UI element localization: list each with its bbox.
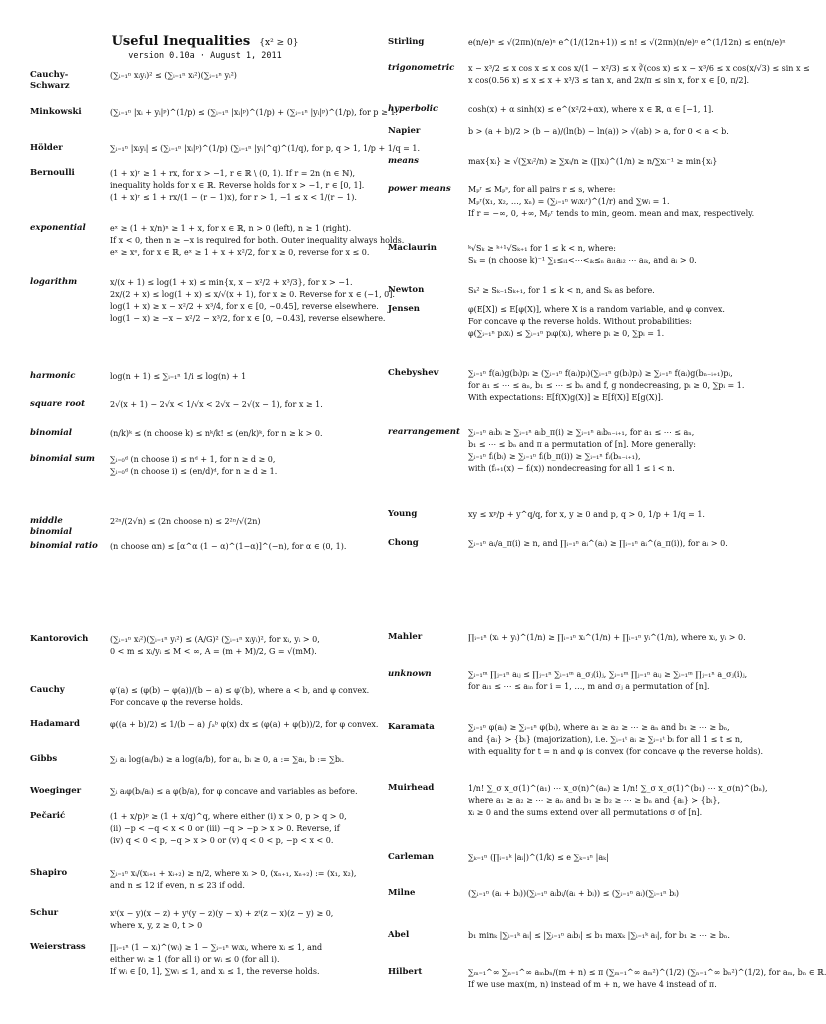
formula-line: ∑ᵢ aᵢφ(bᵢ/aᵢ) ≤ a φ(b/a), for φ concave and variables as before. [110, 787, 358, 796]
inequality-formula [468, 722, 764, 758]
inequality-name: Shapiro [30, 868, 68, 878]
inequality-formula [468, 783, 768, 819]
inequality-formula [468, 37, 786, 49]
inequality-name: Cauchy [30, 685, 65, 695]
formula-line: xy ≤ xᵖ/p + y^q/q, for x, y ≥ 0 and p, q > 0, 1/p + 1/q = 1. [468, 510, 705, 519]
inequality-formula [468, 669, 748, 693]
inequality-name: binomial ratio [30, 541, 98, 551]
formula-line: ∑ₘ₌₁^∞ ∑ₙ₌₁^∞ aₘbₙ/(m + n) ≤ π (∑ₘ₌₁^∞ aₘ²)^(1/2) (∑ₙ₌₁^∞ bₙ²)^(1/2), for aₘ, bₙ ∈ ℝ. [468, 968, 826, 977]
inequality-name: hyperbolic [388, 104, 439, 114]
inequality-name: Hölder [30, 143, 63, 153]
formula-line: x/(x + 1) ≤ log(1 + x) ≤ min{x, x − x²/2 + x³/3}, for x > −1. [110, 278, 353, 287]
formula-line: where a₁ ≥ a₂ ≥ ⋯ ≥ aₙ and b₁ ≥ b₂ ≥ ⋯ ≥ bₙ and {aᵢ} ≻ {bᵢ}, [468, 796, 721, 805]
formula-line: b > (a + b)/2 > (b − a)/(ln(b) − ln(a)) > √(ab) > a, for 0 < a < b. [468, 127, 729, 136]
formula-line: ∑ᵢ aᵢ log(aᵢ/bᵢ) ≥ a log(a/b), for aᵢ, bᵢ ≥ 0, a := ∑aᵢ, b := ∑bᵢ. [110, 755, 345, 764]
inequality-name: Kantorovich [30, 634, 89, 644]
formula-line: log(1 + x) ≥ x − x²/2 + x³/4, for x ∈ [0, ∼0.45], reverse elsewhere. [110, 302, 379, 311]
inequality-name: Hadamard [30, 719, 80, 729]
formula-line: 2x/(2 + x) ≤ log(1 + x) ≤ x/√(x + 1), for x ≥ 0. Reverse for x ∈ (−1, 0]. [110, 290, 395, 299]
inequality-formula [110, 454, 380, 478]
formula-line: xᵗ(x − y)(x − z) + yᵗ(y − z)(y − x) + zᵗ(z − x)(z − y) ≥ 0, [110, 909, 334, 918]
formula-line: with equality for t = n and φ is convex (for concave φ the reverse holds). [468, 747, 764, 756]
inequality-name: exponential [30, 223, 86, 233]
inequality-formula [110, 541, 380, 553]
inequality-name: Stirling [388, 37, 425, 47]
inequality-formula [468, 63, 810, 87]
formula-line: ∑ₖ₌₁ⁿ (∏ᵢ₌₁ᵏ |aᵢ|)^(1/k) ≤ e ∑ₖ₌₁ⁿ |aₖ| [468, 853, 609, 862]
inequality-name: Milne [388, 888, 416, 898]
formula-line: b₁ ≤ ⋯ ≤ bₙ and π a permutation of [n]. More generally: [468, 440, 696, 449]
inequality-formula [468, 304, 738, 340]
inequality-formula [110, 428, 380, 440]
formula-line: ∑ᵢ₌₁ⁿ aᵢ/a_π(i) ≥ n, and ∏ᵢ₌₁ⁿ aᵢ^(aᵢ) ≥ ∏ᵢ₌₁ⁿ aᵢ^(a_π(i)), for aᵢ > 0. [468, 539, 728, 548]
inequality-formula [110, 719, 380, 731]
formula-line: e(n/e)ⁿ ≤ √(2πn)(n/e)ⁿ e^(1/(12n+1)) ≤ n! ≤ √(2πn)(n/e)ⁿ e^(1/12n) ≤ en(n/e)ⁿ [468, 38, 786, 47]
inequality-name: logarithm [30, 277, 78, 287]
formula-line: log(n + 1) ≤ ∑ᵢ₌₁ⁿ 1/i ≤ log(n) + 1 [110, 372, 247, 381]
formula-line: where x, y, z ≥ 0, t > 0 [110, 921, 203, 930]
formula-line: eˣ ≥ (1 + x/n)ⁿ ≥ 1 + x, for x ∈ ℝ, n > 0 (left), n ≥ 1 (right). [110, 224, 352, 233]
formula-line: (1 + x)ʳ ≥ 1 + rx, for x > −1, r ∈ ℝ \ (0, 1). If r = 2n (n ∈ ℕ), [110, 169, 355, 178]
formula-line: ∑ᵢ₌₀ᵈ (n choose i) ≤ nᵈ + 1, for n ≥ d ≥ 0, [110, 455, 276, 464]
inequality-formula [468, 632, 746, 644]
formula-line: for aᵢ₁ ≤ ⋯ ≤ aᵢₙ for i = 1, …, m and σⱼ a permutation of [n]. [468, 682, 710, 691]
inequality-formula [110, 168, 380, 204]
inequality-formula [110, 868, 380, 892]
formula-line: ∑ᵢ₌₁ⁿ |xᵢyᵢ| ≤ (∑ᵢ₌₁ⁿ |xᵢ|ᵖ)^(1/p) (∑ᵢ₌₁ⁿ |yᵢ|^q)^(1/q), for p, q > 1, 1/p + 1/q = 1. [110, 144, 421, 153]
inequality-name: binomial [30, 428, 72, 438]
inequality-formula [110, 786, 380, 798]
formula-line: ∑ᵢ₌₀ᵈ (n choose i) ≤ (en/d)ᵈ, for n ≥ d ≥ 1. [110, 467, 278, 476]
inequality-formula [468, 930, 738, 942]
page-title [30, 30, 380, 49]
formula-line: and n ≤ 12 if even, n ≤ 23 if odd. [110, 881, 245, 890]
formula-line: ∏ᵢ₌₁ⁿ (1 − xᵢ)^(wᵢ) ≥ 1 − ∑ᵢ₌₁ⁿ wᵢxᵢ, where xᵢ ≤ 1, and [110, 943, 323, 952]
formula-line: x − x³/2 ≤ x cos x ≤ x cos x/(1 − x²/3) ≤ x ∛(cos x) ≤ x − x³/6 ≤ x cos(x/√3) ≤ sin x ≤ [468, 64, 810, 73]
formula-line: x cos(0.56 x) ≤ x ≤ x + x³/3 ≤ tan x, and 2x/π ≤ sin x, for x ∈ [0, π/2]. [468, 76, 750, 85]
inequality-formula [468, 888, 738, 900]
formula-line: (∑ᵢ₌₁ⁿ xᵢyᵢ)² ≤ (∑ᵢ₌₁ⁿ xᵢ²)(∑ᵢ₌₁ⁿ yᵢ²) [110, 71, 237, 80]
inequality-formula [110, 143, 421, 155]
formula-line: log(1 − x) ≥ −x − x²/2 − x³/2, for x ∈ [0, ∼0.43], reverse elsewhere. [110, 314, 386, 323]
formula-line: eˣ ≥ xᵉ, for x ∈ ℝ, eˣ ≥ 1 + x + x²/2, for x ≥ 0, reverse for x ≤ 0. [110, 248, 370, 257]
formula-line: If we use max(m, n) instead of m + n, we have 4 instead of π. [468, 980, 717, 989]
formula-line: If x < 0, then n ≥ −x is required for both. Outer inequality always holds. [110, 236, 405, 245]
formula-line: 0 < m ≤ xᵢ/yᵢ ≤ M < ∞, A = (m + M)/2, G = √(mM). [110, 647, 317, 656]
inequality-formula [110, 754, 380, 766]
inequality-name: Minkowski [30, 107, 82, 117]
formula-line: φ(E[X]) ≤ E[φ(X)], where X is a random variable, and φ convex. [468, 305, 725, 314]
formula-line: ∑ᵢ₌₁ⁿ f(aᵢ)g(bᵢ)pᵢ ≥ (∑ᵢ₌₁ⁿ f(aᵢ)pᵢ)(∑ᵢ₌₁ⁿ g(bᵢ)pᵢ) ≥ ∑ᵢ₌₁ⁿ f(aᵢ)g(bₙ₋ᵢ₊₁)pᵢ, [468, 369, 733, 378]
inequality-name: middle binomial [30, 516, 72, 537]
formula-line: φ(∑ᵢ₌₁ⁿ pᵢxᵢ) ≤ ∑ᵢ₌₁ⁿ pᵢφ(xᵢ), where pᵢ ≥ 0, ∑pᵢ = 1. [468, 329, 665, 338]
formula-line: for a₁ ≤ ⋯ ≤ aₙ, b₁ ≤ ⋯ ≤ bₙ and f, g nondecreasing, pᵢ ≥ 0, ∑pᵢ = 1. [468, 381, 745, 390]
inequality-formula [468, 156, 738, 168]
inequality-name: trigonometric [388, 63, 455, 73]
formula-line: b₁ minₖ |∑ᵢ₌₁ᵏ aᵢ| ≤ |∑ᵢ₌₁ⁿ aᵢbᵢ| ≤ b₁ maxₖ |∑ᵢ₌₁ᵏ aᵢ|, for b₁ ≥ ⋯ ≥ bₙ. [468, 931, 730, 940]
inequality-formula [110, 908, 380, 932]
formula-line: ∑ᵢ₌₁ᵐ ∏ⱼ₌₁ⁿ aᵢⱼ ≤ ∏ⱼ₌₁ⁿ ∑ᵢ₌₁ᵐ a_σⱼ(i)ⱼ, ∑ᵢ₌₁ᵐ ∏ⱼ₌₁ⁿ aᵢⱼ ≥ ∑ᵢ₌₁ᵐ ∏ⱼ₌₁ⁿ a_σⱼ(i)ⱼ, [468, 670, 748, 679]
inequality-formula [110, 107, 398, 119]
title-text: Useful Inequalities [111, 34, 251, 49]
formula-line: either wᵢ ≥ 1 (for all i) or wᵢ ≤ 0 (for all i). [110, 955, 280, 964]
version-line: version 0.10a · August 1, 2011 [128, 51, 282, 61]
inequality-formula [468, 126, 738, 138]
inequality-name: harmonic [30, 371, 76, 381]
inequality-formula [468, 104, 738, 116]
formula-line: ∑ᵢ₌₁ⁿ aᵢbᵢ ≥ ∑ᵢ₌₁ⁿ aᵢb_π(i) ≥ ∑ᵢ₌₁ⁿ aᵢbₙ₋ᵢ₊₁, for a₁ ≤ ⋯ ≤ aₙ, [468, 428, 695, 437]
inequality-formula [468, 427, 738, 475]
formula-line: cosh(x) + α sinh(x) ≤ e^(x²/2+αx), where x ∈ ℝ, α ∈ [−1, 1]. [468, 105, 714, 114]
formula-line: ∏ᵢ₌₁ⁿ (xᵢ + yᵢ)^(1/n) ≥ ∏ᵢ₌₁ⁿ xᵢ^(1/n) + ∏ᵢ₌₁ⁿ yᵢ^(1/n), where xᵢ, yᵢ > 0. [468, 633, 746, 642]
inequality-formula [468, 243, 738, 267]
inequality-name: Young [388, 509, 418, 519]
formula-line: ∑ᵢ₌₁ⁿ fᵢ(bᵢ) ≥ ∑ᵢ₌₁ⁿ fᵢ(b_π(i)) ≥ ∑ᵢ₌₁ⁿ fᵢ(bₙ₋ᵢ₊₁), [468, 452, 641, 461]
inequality-formula [468, 184, 755, 220]
formula-line: ∑ᵢ₌₁ⁿ φ(aᵢ) ≥ ∑ᵢ₌₁ⁿ φ(bᵢ), where a₁ ≥ a₂ ≥ ⋯ ≥ aₙ and b₁ ≥ ⋯ ≥ bₙ, [468, 723, 730, 732]
inequality-formula [468, 538, 738, 550]
inequality-name: means [388, 156, 419, 166]
inequality-formula [468, 967, 826, 991]
formula-line: xᵢ ≥ 0 and the sums extend over all permutations σ of [n]. [468, 808, 703, 817]
inequality-name: Newton [388, 285, 425, 295]
inequality-name: Abel [388, 930, 410, 940]
formula-line: φ′(a) ≤ (φ(b) − φ(a))/(b − a) ≤ φ′(b), where a < b, and φ convex. [110, 686, 370, 695]
inequality-formula [110, 70, 380, 82]
inequality-name: square root [30, 399, 86, 409]
formula-line: Mₚʳ ≤ Mₚˢ, for all pairs r ≤ s, where: [468, 185, 616, 194]
inequality-name: Chong [388, 538, 419, 548]
inequality-name: Mahler [388, 632, 423, 642]
inequality-formula [110, 685, 380, 709]
formula-line: (n choose αn) ≤ [α^α (1 − α)^(1−α)]^(−n), for α ∈ (0, 1). [110, 542, 347, 551]
inequality-name: Hilbert [388, 967, 423, 977]
inequality-name: binomial sum [30, 454, 95, 464]
inequality-name: Maclaurin [388, 243, 437, 253]
inequality-formula [110, 516, 380, 528]
inequality-name: power means [388, 184, 451, 194]
inequality-formula [110, 634, 380, 658]
formula-line: With expectations: E[f(X)g(X)] ≥ E[f(X)] E[g(X)]. [468, 393, 664, 402]
formula-line: (∑ᵢ₌₁ⁿ (aᵢ + bᵢ))(∑ᵢ₌₁ⁿ aᵢbᵢ/(aᵢ + bᵢ)) ≤ (∑ᵢ₌₁ⁿ aᵢ)(∑ᵢ₌₁ⁿ bᵢ) [468, 889, 679, 898]
formula-line: For concave φ the reverse holds. Without probabilities: [468, 317, 692, 326]
inequality-name: Karamata [388, 722, 435, 732]
formula-line: max{xᵢ} ≥ √(∑xᵢ²/n) ≥ ∑xᵢ/n ≥ (∏xᵢ)^(1/n) ≥ n/∑xᵢ⁻¹ ≥ min{xᵢ} [468, 157, 718, 166]
formula-line: with (fᵢ₊₁(x) − fᵢ(x)) nondecreasing for all 1 ≤ i < n. [468, 464, 675, 473]
formula-line: inequality holds for x ∈ ℝ. Reverse holds for x > −1, r ∈ [0, 1]. [110, 181, 365, 190]
formula-line: Sₖ² ≥ Sₖ₋₁Sₖ₊₁, for 1 ≤ k < n, and Sₖ as before. [468, 286, 655, 295]
inequality-name: Jensen [388, 304, 420, 314]
formula-line: (1 + x)ʳ ≤ 1 + rx/(1 − (r − 1)x), for r > 1, −1 ≤ x < 1/(r − 1). [110, 193, 357, 202]
formula-line: Sₖ = (n choose k)⁻¹ ∑₁≤ᵢ₁<⋯<ᵢₖ≤ₙ aᵢ₁aᵢ₂ ⋯ aᵢₖ, and aᵢ > 0. [468, 256, 697, 265]
formula-line: ᵏ√Sₖ ≥ ᵏ⁺¹√Sₖ₊₁ for 1 ≤ k < n, where: [468, 244, 616, 253]
inequality-name: Napier [388, 126, 421, 136]
formula-line: (n/k)ᵏ ≤ (n choose k) ≤ nᵏ/k! ≤ (en/k)ᵏ, for n ≥ k > 0. [110, 429, 323, 438]
inequality-formula [110, 223, 405, 259]
inequality-name: Weierstrass [30, 942, 86, 952]
formula-line: 1/n! ∑_σ x_σ(1)^(a₁) ⋯ x_σ(n)^(aₙ) ≥ 1/n! ∑_σ x_σ(1)^(b₁) ⋯ x_σ(n)^(bₙ), [468, 784, 768, 793]
inequality-name: Woeginger [30, 786, 82, 796]
subtitle-text: {x² ≥ 0} [259, 38, 299, 48]
formula-line: φ((a + b)/2) ≤ 1/(b − a) ∫ₐᵇ φ(x) dx ≤ (φ(a) + φ(b))/2, for φ convex. [110, 720, 379, 729]
formula-line: 2√(x + 1) − 2√x < 1/√x < 2√x − 2√(x − 1), for x ≥ 1. [110, 400, 323, 409]
formula-line: (ii) −p < −q < x < 0 or (iii) −q > −p > x > 0. Reverse, if [110, 824, 340, 833]
inequality-name: Bernoulli [30, 168, 75, 178]
inequality-name: Cauchy-Schwarz [30, 70, 70, 91]
formula-line: (∑ᵢ₌₁ⁿ xᵢ²)(∑ᵢ₌₁ⁿ yᵢ²) ≤ (A/G)² (∑ᵢ₌₁ⁿ xᵢyᵢ)², for xᵢ, yᵢ > 0, [110, 635, 320, 644]
inequality-name: Gibbs [30, 754, 58, 764]
formula-line: If r = −∞, 0, +∞, Mₚʳ tends to min, geom. mean and max, respectively. [468, 209, 755, 218]
formula-line: For concave φ the reverse holds. [110, 698, 243, 707]
formula-line: 2²ⁿ/(2√n) ≤ (2n choose n) ≤ 2²ⁿ/√(2n) [110, 517, 261, 526]
inequality-name: rearrangement [388, 427, 460, 437]
formula-line: Mₚʳ(x₁, x₂, …, xₙ) = (∑ᵢ₌₁ⁿ wᵢxᵢʳ)^(1/r) and ∑wᵢ = 1. [468, 197, 670, 206]
inequality-formula [468, 509, 738, 521]
formula-line: ∑ᵢ₌₁ⁿ xᵢ/(xᵢ₊₁ + xᵢ₊₂) ≥ n/2, where xᵢ > 0, (xₙ₊₁, xₙ₊₂) := (x₁, x₂), [110, 869, 357, 878]
inequality-name: Carleman [388, 852, 435, 862]
inequality-name: Pečarić [30, 811, 66, 821]
inequality-formula [110, 942, 380, 978]
inequality-formula [110, 399, 380, 411]
inequality-formula [110, 811, 380, 847]
formula-line: (1 + x/p)ᵖ ≥ (1 + x/q)^q, where either (i) x > 0, p > q > 0, [110, 812, 347, 821]
formula-line: and {aᵢ} ≻ {bᵢ} (majorization), i.e. ∑ᵢ₌₁ᵗ aᵢ ≥ ∑ᵢ₌₁ᵗ bᵢ for all 1 ≤ t ≤ n, [468, 735, 743, 744]
formula-line: If wᵢ ∈ [0, 1], ∑wᵢ ≤ 1, and xᵢ ≤ 1, the reverse holds. [110, 967, 320, 976]
inequality-name: Schur [30, 908, 59, 918]
inequality-name: unknown [388, 669, 432, 679]
formula-line: (∑ᵢ₌₁ⁿ |xᵢ + yᵢ|ᵖ)^(1/p) ≤ (∑ᵢ₌₁ⁿ |xᵢ|ᵖ)^(1/p) + (∑ᵢ₌₁ⁿ |yᵢ|ᵖ)^(1/p), for p ≥ 1. [110, 108, 398, 117]
inequality-formula [468, 368, 745, 404]
inequality-formula [468, 285, 738, 297]
inequality-name: Muirhead [388, 783, 435, 793]
inequality-formula [110, 277, 395, 325]
inequality-formula [110, 371, 380, 383]
inequality-formula [468, 852, 738, 864]
inequality-name: Chebyshev [388, 368, 439, 378]
formula-line: (iv) q < 0 < p, −q > x > 0 or (v) q < 0 < p, −p < x < 0. [110, 836, 334, 845]
